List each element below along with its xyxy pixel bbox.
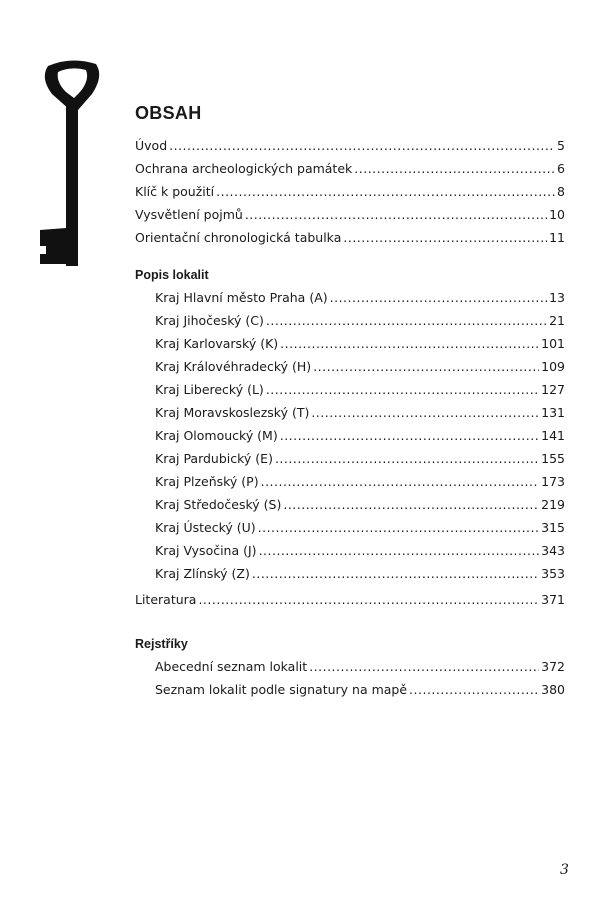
- toc-entry[interactable]: [135, 543, 565, 566]
- toc-entry[interactable]: [135, 382, 565, 405]
- leader-dots: [169, 138, 555, 153]
- leader-dots: [354, 161, 555, 176]
- key-icon: [36, 58, 106, 268]
- toc-page: 141: [541, 428, 565, 443]
- toc-label: Kraj Středočeský (S): [155, 497, 282, 512]
- toc-label: Kraj Pardubický (E): [155, 451, 273, 466]
- toc-page: 372: [541, 659, 565, 674]
- toc-entry[interactable]: [135, 659, 565, 682]
- toc-entry[interactable]: [135, 230, 565, 253]
- leader-dots: [409, 682, 539, 697]
- toc-page: 11: [549, 230, 565, 245]
- leader-dots: [275, 451, 539, 466]
- leader-dots: [280, 428, 539, 443]
- toc-label: Kraj Karlovarský (K): [155, 336, 279, 351]
- page-number: 3: [560, 862, 569, 878]
- section-heading: Popis lokalit: [135, 268, 209, 282]
- toc-entry[interactable]: [135, 336, 565, 359]
- leader-dots: [252, 566, 539, 581]
- toc-page: 5: [557, 138, 565, 153]
- leader-dots: [309, 659, 539, 674]
- toc-label: Kraj Olomoucký (M): [155, 428, 278, 443]
- toc-page: 371: [541, 592, 565, 607]
- toc-page: 131: [541, 405, 565, 420]
- toc-entry[interactable]: [135, 682, 565, 705]
- toc-page: 101: [541, 336, 565, 351]
- toc-label: Seznam lokalit podle signatury na mapě: [155, 682, 408, 697]
- leader-dots: [266, 313, 547, 328]
- leader-dots: [245, 207, 547, 222]
- toc-entry[interactable]: [135, 497, 565, 520]
- toc-entry[interactable]: [135, 520, 565, 543]
- toc-entry[interactable]: [135, 313, 565, 336]
- leader-dots: [259, 543, 540, 558]
- leader-dots: [313, 359, 539, 374]
- toc-page: 10: [549, 207, 565, 222]
- toc-entry[interactable]: [135, 428, 565, 451]
- toc-label: Klíč k použití: [135, 184, 215, 199]
- toc-entry[interactable]: [135, 184, 565, 207]
- toc-page: 13: [549, 290, 565, 305]
- toc-page: 127: [541, 382, 565, 397]
- popis-section: [135, 268, 565, 589]
- toc-page: 315: [541, 520, 565, 535]
- leader-dots: [280, 336, 539, 351]
- leader-dots: [266, 382, 539, 397]
- toc-label: Kraj Liberecký (L): [155, 382, 264, 397]
- toc-page: 109: [541, 359, 565, 374]
- toc-label: Kraj Ústecký (U): [155, 520, 256, 535]
- toc-label: Kraj Královéhradecký (H): [155, 359, 312, 374]
- section-heading: Rejstříky: [135, 637, 188, 651]
- toc-entry[interactable]: [135, 405, 565, 428]
- toc-label: Kraj Plzeňský (P): [155, 474, 259, 489]
- leader-dots: [330, 290, 547, 305]
- toc-label: Orientační chronologická tabulka: [135, 230, 342, 245]
- toc-entry[interactable]: [135, 566, 565, 589]
- toc-label: Kraj Moravskoslezský (T): [155, 405, 310, 420]
- page-title: OBSAH: [135, 103, 202, 123]
- toc-page: 155: [541, 451, 565, 466]
- toc-entry[interactable]: [135, 474, 565, 497]
- toc-entry[interactable]: [135, 592, 565, 615]
- toc-label: Abecední seznam lokalit: [155, 659, 308, 674]
- toc-entry[interactable]: [135, 359, 565, 382]
- toc-page: 343: [541, 543, 565, 558]
- leader-dots: [261, 474, 540, 489]
- leader-dots: [311, 405, 539, 420]
- leader-dots: [216, 184, 555, 199]
- leader-dots: [258, 520, 540, 535]
- toc-page: 353: [541, 566, 565, 581]
- toc-label: Kraj Vysočina (J): [155, 543, 257, 558]
- toc-entry[interactable]: [135, 290, 565, 313]
- toc-entry[interactable]: [135, 207, 565, 230]
- toc-page: 6: [557, 161, 565, 176]
- toc-page: 380: [541, 682, 565, 697]
- toc-label: Ochrana archeologických památek: [135, 161, 353, 176]
- toc-label: Literatura: [135, 592, 197, 607]
- toc-entry[interactable]: [135, 138, 565, 161]
- toc-page: 173: [541, 474, 565, 489]
- leader-dots: [198, 592, 539, 607]
- toc-page: 219: [541, 497, 565, 512]
- intro-toc: [135, 138, 565, 253]
- leader-dots: [343, 230, 547, 245]
- toc-label: Kraj Jihočeský (C): [155, 313, 264, 328]
- rejstriky-section: [135, 637, 565, 705]
- toc-page: 21: [549, 313, 565, 328]
- literatura-section: [135, 592, 565, 615]
- toc-entry[interactable]: [135, 451, 565, 474]
- toc-label: Úvod: [135, 138, 168, 153]
- toc-label: Vysvětlení pojmů: [135, 207, 243, 222]
- toc-label: Kraj Hlavní město Praha (A): [155, 290, 328, 305]
- toc-label: Kraj Zlínský (Z): [155, 566, 250, 581]
- toc-entry[interactable]: [135, 161, 565, 184]
- toc-page: 8: [557, 184, 565, 199]
- leader-dots: [283, 497, 539, 512]
